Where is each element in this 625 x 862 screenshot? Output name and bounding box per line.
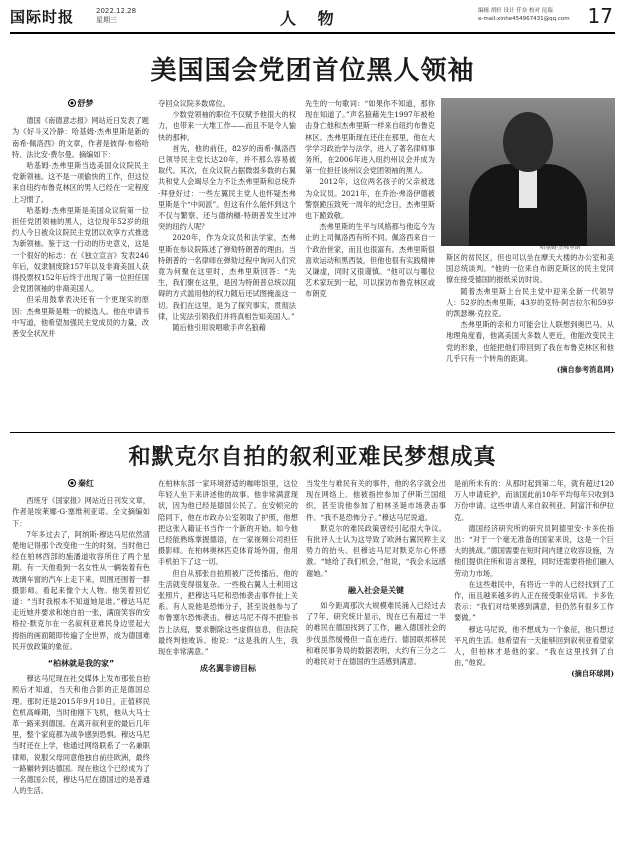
editor-credits xyxy=(478,7,598,23)
article-divider xyxy=(10,432,615,433)
masthead xyxy=(10,6,615,32)
photo-caption: 哈基姆·杰弗里斯 xyxy=(540,245,581,251)
issue-date xyxy=(96,7,136,25)
article1-column-1 xyxy=(12,98,149,428)
article1-headline: 美国国会党团首位黑人领袖 xyxy=(150,56,475,86)
article2-subhead-2: 成名翼非谤目标 xyxy=(200,664,256,674)
page-number: 17 xyxy=(587,4,613,28)
paragraph: 7年多过去了，阿纳斯·穆达马尼依然清楚地记得那个改变他一生的时刻。当时他已经在柏林西部的施潘道收容所住了两个星期。有一天他看到一名女性从一辆装着有色玻璃车窗的汽车上走下来，周围还围着一群摄影师。看起来像个大人物。他笑着回忆道：“当时我根本不知道她是谁。”穆达马尼走近她并要求和她自拍一张，满面笑容的安格拉·默克尔在一名叙利亚难民身边竖起大拇指的画面随即传遍了全世界，成为德国难民开放政策的象征。 xyxy=(12,529,150,651)
article1-author: 舒梦 xyxy=(77,99,94,108)
photo-figure-head xyxy=(503,112,553,172)
paragraph: 哈基姆·杰弗里斯是美国众议院第一位担任党团领袖的黑人，这位现年52岁的纽约人今日被众议院民主党团以欢享方式推选为新领袖。鉴于这一行动的历史意义，这是一个很好的标志：在《独立宣言》发表246年后，奴隶制废除157年以及非裔美国人获得投票权152年后终于出现了第一位担任国会党团领袖的非裔美国人。 xyxy=(12,205,149,294)
article1-byline xyxy=(12,98,149,109)
article2-column-3 xyxy=(306,478,446,858)
byline-marker-icon xyxy=(68,99,76,107)
article2-column-2 xyxy=(158,478,298,858)
paragraph: 在这些难民中，有将近一半的人已经找到了工作，而且越来越多的人正在接受职业培训。卡多佐表示：“我们对结果感到满意，但仍然有很多工作要做。” xyxy=(454,579,614,623)
article2-byline xyxy=(12,478,150,489)
paragraph: 随着杰弗里斯上台民主党中迎来全新一代领导人：52岁的杰弗里斯，43岁的克特·阿吉拉尔和59岁的凯瑟琳·克拉克。 xyxy=(446,286,614,319)
contact-email: e-mail:xinhe454967431@qq.com xyxy=(478,16,570,22)
paragraph: 默克尔的难民政策曾经引起很大争议。有批评人士认为这导致了欧洲右翼民粹主义势力的抬头。但穆达马尼对默克尔心怀感激。“她给了我们机会，”他说，“我会永远感谢她。” xyxy=(306,523,446,578)
article2-subhead-1: “柏林就是我的家” xyxy=(47,659,115,669)
section-title: 人 物 xyxy=(280,9,342,28)
paragraph: 在柏林东部一家环境舒适的咖啡馆里，这位年轻人坐下来讲述他的故事。他非常满意现状，因为他已经是德国公民了。在安顿完的陪同下，他在市政办公室领取了护照，他想把这张入籍证书当作一个新的开始。如今他已经能熟练掌握德语，在一家视频公司担任摄影师。在柏林奥林匹克体育场外面，他用手机拍下了这一切。 xyxy=(158,479,298,567)
paragraph: 如今距离那次大规模难民涌入已经过去了7年，研究统计显示，现在已有超过一半的难民在德国找到了工作，融入德国社会的步伐虽然缓慢但一直在进行。德国联邦移民和难民事务局的数据表明，大约有三分之二的难民对于在德国的生活感到满意。 xyxy=(306,601,446,667)
paragraph: 德国《南德意志报》网站近日发表了题为《好斗又冷静：哈基姆·杰弗里斯是新的南希·佩洛西》的文章，作者是彼得·布格哈特、法比安·费尔曼。摘编如下： xyxy=(12,116,149,159)
article2-headline: 和默克尔自拍的叙利亚难民梦想成真 xyxy=(128,445,497,470)
article1-source: (摘自参考消息网) xyxy=(556,365,614,375)
article2-subhead-3: 融入社会是关键 xyxy=(348,585,404,595)
newspaper-logo: 国际时报 xyxy=(10,8,75,26)
paragraph: 德国经济研究所的研究员阿德里安·卡多佐指出：“对于一个毫无准备的国家来说，这是一个巨大的挑战。”德国需要在短时间内建立收容设施，为他们提供住所和语言课程，同时还需要将他们融入劳动力市场。 xyxy=(454,523,614,578)
paragraph: 杰弗里斯的亲和力可能会让人联想到奥巴马。从地理角度看，他离美国大多数人更近，他能改变民主党的形象，也能把他们带回到了我在布鲁克林区和他几乎只有一个转角的距离。 xyxy=(446,320,614,363)
paragraph: 夺回众议院多数席位。 xyxy=(158,99,230,108)
paragraph: 少数党领袖的职位不仅赋予他很大的权力，也带来一大堆工作——而且不是令人愉快的那种。 xyxy=(158,110,296,142)
article2-source: (摘自环球网) xyxy=(571,669,614,679)
article2-author: 秦红 xyxy=(78,479,94,488)
byline-marker-icon xyxy=(68,479,76,487)
paragraph: 首先，他的前任，82岁的南希·佩洛西已领导民主党长达20年，并不那么容易被取代。其次，在众议院占据微弱多数的右翼共和党人会竭尽全力不让杰弗里斯和总统乔·拜登好过：一些左翼民主党人也怀疑杰弗里斯是个“中间派”。但这有什么能怀到这个不仅与繁察、还与德纳穗·特朗普发生过冲突的纽约人呢？ xyxy=(158,143,296,232)
article1-column-3 xyxy=(305,98,435,428)
masthead-divider xyxy=(10,32,615,34)
paragraph: 西班牙《国家报》网站近日刊发文章，作者是埃莱娜·G·塞维利亚诺。全文摘编如下： xyxy=(12,496,150,528)
article2-column-1 xyxy=(12,478,150,858)
paragraph: 穆达马尼说，他不想成为一个象征，他只想过平凡的生活。他希望有一天能够回到叙利亚看望家人，但柏林才是他的家。“我在这里找到了自由，”他说。 xyxy=(454,624,614,668)
photo-figure-shirt xyxy=(519,168,537,208)
editor-names: 编辑 胡轩 设计 仟奈 校对 昆瑞 xyxy=(478,8,553,14)
date-line: 2022.12.28 xyxy=(96,7,137,15)
portrait-photo xyxy=(441,98,615,246)
paragraph: 先生的一句歌词：“如果你不知道，那你现在知道了。”声名狼藉先生1997年被枪击身亡他和杰弗里斯一样来自纽约布鲁克林区。杰弗里斯现在还住在那里，他在大学学习政治学与法学，进入了著名律师事务所，在2006年进入纽约州议会并成为第一位担任该州议会党团领袖的黑人。 xyxy=(305,99,435,176)
paragraph: 但采用鼓掌表决还有一个更现实的原因：杰弗里斯是唯一的候选人。他在申请书中写道，他希望加强民主党成员的力量，改善安全状况并 xyxy=(12,295,149,339)
paragraph: 杰弗里斯的生平与风格都与他迄今为止的上司佩洛西有所不同。佩洛西来自一个政治世家，而且也很富有。杰弗里斯很喜欢运动和黑西装，但他也很有实践精神又谦虚，同时又很谨慎。“他可以与哪位艺术家玩到一起，可以探访布鲁克林区或布朗克 xyxy=(305,222,435,299)
paragraph: 2020年，作为众议员和法学家，杰弗里斯在参议院陈述了弹劾特朗普的理由。当特朗普的一名律师在弹劾过程中询问人们究竟为何聚在这里时，杰弗里斯回答：“先生，我们聚在这里，是因为特朗普总统以阻碍的方式滥用他的权力随后还试图掩盖这一切。我们在这里，是为了探究事实，贯彻法律，让宪法引领我们并将真相告知美国人。” xyxy=(158,233,296,321)
paragraph: 当发生与难民有关的事件，他的名字就会出现在网络上。他被指控参加了伊斯兰国组织，甚至说他参加了柏林圣诞市场袭击事件。“我不是恐怖分子。”穆达马尼说道。 xyxy=(306,479,446,522)
paragraph: 2012年，这位两名孩子的父亲被选为众议员。2021年，在乔治·弗洛伊德被警察跪压致死一周年的纪念日，杰弗里斯也下跪致敬。 xyxy=(305,177,435,221)
article2-column-4 xyxy=(454,478,614,858)
article1-column-4 xyxy=(446,252,614,428)
paragraph: 斯区的贫民区，但也可以坐在摩天大楼的办公室和美国总统谈判。“他的一位来自布朗克斯区的民主党同僚在接受德国的报纸采访时说。 xyxy=(446,253,614,285)
paragraph: 哈基姆·杰弗里斯当选美国众议院民主党新领袖。这不是一项偷快的工作，但这位来自纽约布鲁克林区的男人已经在一定程度上习惯了。 xyxy=(12,161,149,204)
paragraph: 但自从那张自拍照被广泛传播后，他的生活就变得很复杂。一些极右翼人士利用这张照片，把穆达马尼和恐怖袭击事件扯上关系。有人说他是恐怖分子，甚至说他参与了布鲁塞尔恐怖袭击。穆达马尼不得不把脸书告上法庭，要求删除这些虚假信息，但法院最终判他败诉。他说：“这是我的人生，我现在非常满意。” xyxy=(158,568,298,657)
paragraph: 随后他引用说唱歌手声名狼藉 xyxy=(172,323,266,333)
article1-column-2 xyxy=(158,98,296,428)
paragraph: 是前所未有的：从那时起到第二年，就有超过120万人申请庇护，而该国此前10年平均每年只收到3万份申请。这些申请人来自叙利亚、阿富汗和伊拉克。 xyxy=(454,479,614,522)
paragraph: 穆达马尼现在社交媒体上发布那张自拍照后才知道，当天和他合影的正是德国总理。那时还是2015年9月10日，正值移民危机高峰期，当时他刚下飞机，他从大马士革一路来到德国。在离开叙利亚的最后几年里，整个家庭都为战争感到恐惧。穆达马尼当时还在上学，他通过网络联系了一名兼职律师，说服父母同意他独自前往欧洲，最终一路辗转到达德国。现在他这个已经成为了一名德国公民，穆达马尼在德国过的是普通人的生活。 xyxy=(12,674,150,796)
weekday-line: 星期三 xyxy=(96,16,117,24)
